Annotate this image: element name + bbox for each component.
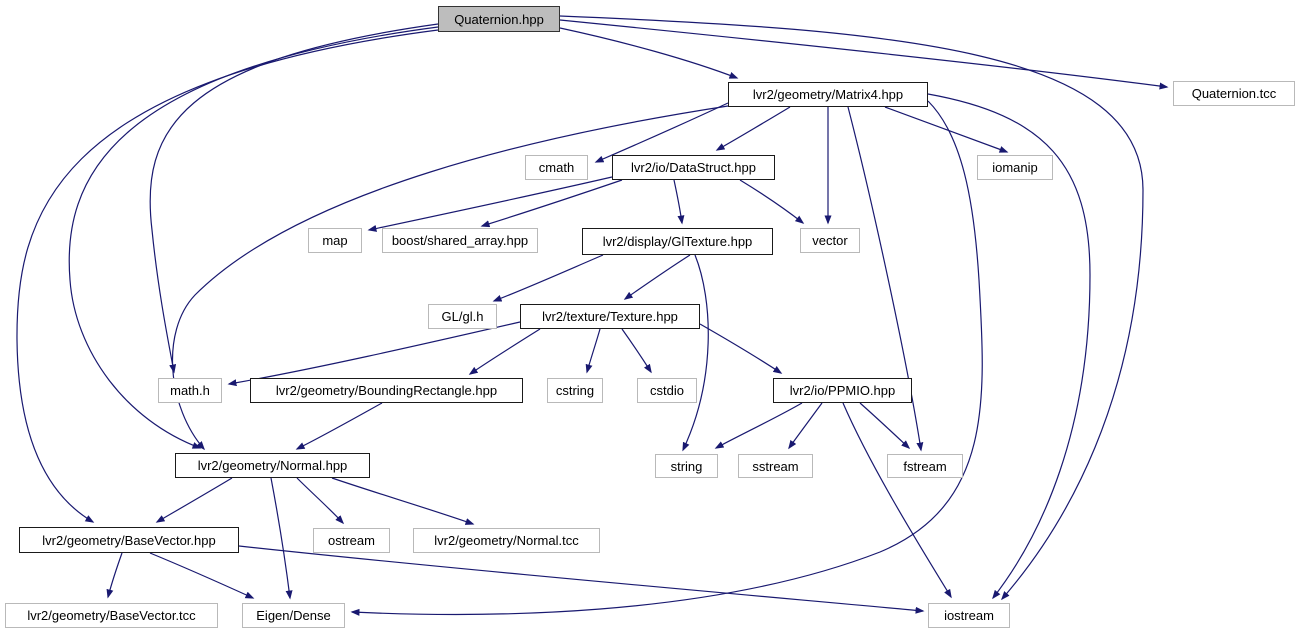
edge-normal-to-basevector: [157, 478, 232, 522]
node-boundingrect[interactable]: lvr2/geometry/BoundingRectangle.hpp: [250, 378, 523, 403]
edge-texture-to-boundingrect: [470, 329, 540, 374]
edge-texture-to-cstring: [587, 329, 600, 372]
node-string: string: [655, 454, 718, 478]
node-normal_tcc: lvr2/geometry/Normal.tcc: [413, 528, 600, 553]
node-ppmio[interactable]: lvr2/io/PPMIO.hpp: [773, 378, 912, 403]
node-eigen: Eigen/Dense: [242, 603, 345, 628]
node-quaternion_hpp[interactable]: Quaternion.hpp: [438, 6, 560, 32]
edge-gltexture-to-string: [683, 255, 708, 450]
edge-matrix4-to-cmath: [596, 103, 728, 162]
edge-gltexture-to-texture: [625, 255, 690, 299]
edge-texture-to-mathh: [229, 322, 520, 384]
edge-datastruct-to-vector: [740, 180, 803, 223]
node-cmath: cmath: [525, 155, 588, 180]
edge-ppmio-to-sstream: [789, 403, 822, 448]
edge-gltexture-to-glgl: [494, 255, 603, 301]
node-iostream: iostream: [928, 603, 1010, 628]
edge-normal-to-ostream: [297, 478, 343, 523]
edge-datastruct-to-boost: [482, 180, 622, 226]
node-vector: vector: [800, 228, 860, 253]
edge-datastruct-to-map: [369, 177, 612, 230]
edge-ppmio-to-fstream: [860, 403, 909, 448]
node-sstream: sstream: [738, 454, 813, 478]
node-basevector[interactable]: lvr2/geometry/BaseVector.hpp: [19, 527, 239, 553]
edge-texture-to-cstdio: [622, 329, 651, 372]
node-fstream: fstream: [887, 454, 963, 478]
node-cstring: cstring: [547, 378, 603, 403]
node-ostream: ostream: [313, 528, 390, 553]
node-cstdio: cstdio: [637, 378, 697, 403]
edge-basevector-to-iostream: [239, 546, 923, 611]
node-iomanip: iomanip: [977, 155, 1053, 180]
node-matrix4[interactable]: lvr2/geometry/Matrix4.hpp: [728, 82, 928, 107]
node-mathh: math.h: [158, 378, 222, 403]
edge-ppmio-to-string: [716, 403, 802, 448]
edge-normal-to-normal_tcc: [332, 478, 473, 524]
node-quaternion_tcc: Quaternion.tcc: [1173, 81, 1295, 106]
edge-matrix4-to-iomanip: [885, 107, 1007, 152]
node-datastruct[interactable]: lvr2/io/DataStruct.hpp: [612, 155, 775, 180]
node-normal[interactable]: lvr2/geometry/Normal.hpp: [175, 453, 370, 478]
edge-normal-to-eigen: [271, 478, 290, 598]
node-texture[interactable]: lvr2/texture/Texture.hpp: [520, 304, 700, 329]
edge-quaternion_hpp-to-quaternion_tcc: [560, 20, 1167, 87]
edge-quaternion_hpp-to-mathh: [150, 24, 438, 372]
node-basevector_tcc: lvr2/geometry/BaseVector.tcc: [5, 603, 218, 628]
node-gltexture[interactable]: lvr2/display/GlTexture.hpp: [582, 228, 773, 255]
edge-basevector-to-basevector_tcc: [108, 553, 122, 597]
edge-boundingrect-to-normal: [297, 403, 382, 449]
edge-texture-to-ppmio: [700, 324, 781, 373]
edge-basevector-to-eigen: [150, 553, 253, 598]
edge-datastruct-to-gltexture: [674, 180, 682, 223]
node-map: map: [308, 228, 362, 253]
edge-ppmio-to-iostream: [843, 403, 951, 597]
edge-quaternion_hpp-to-basevector: [17, 30, 438, 522]
node-glgl: GL/gl.h: [428, 304, 497, 329]
node-boost: boost/shared_array.hpp: [382, 228, 538, 253]
edge-matrix4-to-datastruct: [717, 107, 790, 150]
